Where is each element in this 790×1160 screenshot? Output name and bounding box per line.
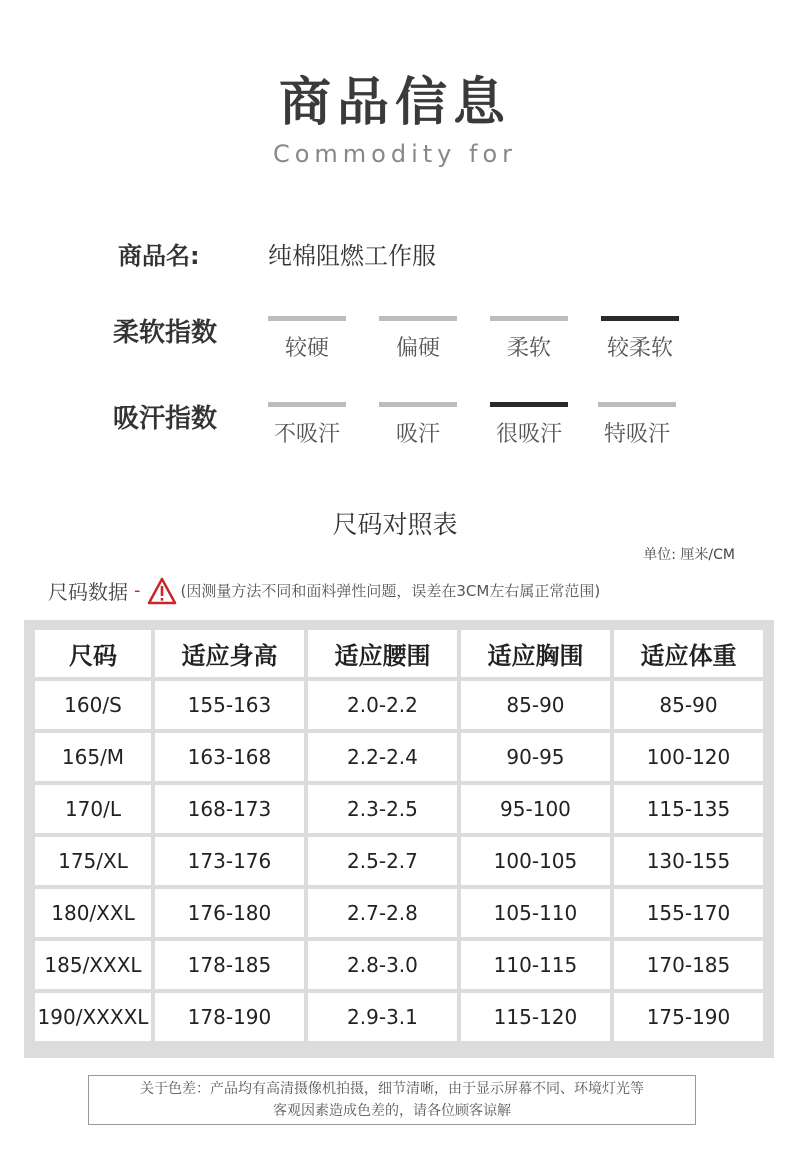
absorbency-option-1: [268, 402, 346, 448]
separator-dash: -: [134, 580, 141, 601]
softness-bar: [379, 316, 457, 321]
table-cell: 85-90: [461, 681, 610, 729]
disclaimer-line-2: 客观因素造成色差的，请各位顾客谅解: [273, 1103, 511, 1119]
table-cell: 95-100: [461, 785, 610, 833]
table-cell: 165/M: [35, 733, 151, 781]
header-waist: 适应腰围: [308, 630, 457, 677]
absorbency-option-3: [490, 402, 568, 448]
table-header-row: [35, 630, 763, 677]
softness-bar: [268, 316, 346, 321]
softness-option-2: [379, 316, 457, 362]
product-name-value: 纯棉阻燃工作服: [268, 242, 436, 270]
softness-option-3: [490, 316, 568, 362]
warning-icon: [147, 577, 177, 605]
softness-option-4: [601, 316, 679, 362]
softness-option-label: 较柔软: [606, 336, 673, 361]
header-chest: 适应胸围: [461, 630, 610, 677]
softness-option-label: 柔软: [506, 336, 551, 361]
table-cell: 2.8-3.0: [308, 941, 457, 989]
size-data-note: [48, 576, 600, 605]
table-cell: 2.0-2.2: [308, 681, 457, 729]
size-data-label: 尺码数据: [48, 580, 128, 604]
table-cell: 2.3-2.5: [308, 785, 457, 833]
color-disclaimer: [88, 1075, 696, 1125]
table-cell: 178-185: [155, 941, 304, 989]
absorbency-bar: [598, 402, 676, 407]
absorbency-option-2: [379, 402, 457, 448]
table-row: [35, 785, 763, 833]
softness-option-label: 偏硬: [395, 336, 440, 361]
table-cell: 115-135: [614, 785, 763, 833]
size-table: [24, 620, 774, 1058]
absorbency-option-label: 特吸汗: [603, 422, 670, 447]
softness-option-label: 较硬: [284, 336, 329, 361]
table-cell: 160/S: [35, 681, 151, 729]
table-cell: 163-168: [155, 733, 304, 781]
absorbency-option-label: 很吸汗: [495, 422, 562, 447]
table-row: [35, 681, 763, 729]
table-cell: 2.2-2.4: [308, 733, 457, 781]
table-row: [35, 837, 763, 885]
table-cell: 2.9-3.1: [308, 993, 457, 1041]
unit-label: 单位: 厘米/CM: [643, 547, 735, 563]
absorbency-bar: [490, 402, 568, 407]
table-cell: 175/XL: [35, 837, 151, 885]
header-size: 尺码: [35, 630, 151, 677]
softness-label: 柔软指数: [113, 318, 218, 348]
table-cell: 190/XXXXL: [35, 993, 151, 1041]
measurement-note: (因测量方法不同和面料弹性问题，误差在3CM左右属正常范围): [180, 582, 601, 600]
page-subtitle: Commodity for: [272, 140, 518, 168]
table-cell: 176-180: [155, 889, 304, 937]
table-row: [35, 941, 763, 989]
table-cell: 178-190: [155, 993, 304, 1041]
absorbency-option-4: [598, 402, 676, 448]
table-cell: 180/XXL: [35, 889, 151, 937]
absorbency-option-label: 不吸汗: [273, 422, 340, 447]
page-title: 商品信息: [278, 73, 511, 133]
table-cell: 115-120: [461, 993, 610, 1041]
header-height: 适应身高: [155, 630, 304, 677]
table-cell: 105-110: [461, 889, 610, 937]
softness-bar: [601, 316, 679, 321]
absorbency-index: [0, 398, 790, 458]
table-cell: 2.7-2.8: [308, 889, 457, 937]
product-name-label: 商品名:: [118, 242, 200, 270]
table-cell: 173-176: [155, 837, 304, 885]
table-cell: 170/L: [35, 785, 151, 833]
table-cell: 130-155: [614, 837, 763, 885]
table-cell: 110-115: [461, 941, 610, 989]
table-cell: 100-120: [614, 733, 763, 781]
softness-index: [0, 312, 790, 372]
table-cell: 170-185: [614, 941, 763, 989]
softness-option-1: [268, 316, 346, 362]
table-cell: 100-105: [461, 837, 610, 885]
table-cell: 155-170: [614, 889, 763, 937]
table-cell: 168-173: [155, 785, 304, 833]
disclaimer-line-1: 关于色差：产品均有高清摄像机拍摄，细节清晰，由于显示屏幕不同、环境灯光等: [140, 1081, 644, 1097]
table-row: [35, 993, 763, 1041]
absorbency-bar: [379, 402, 457, 407]
table-cell: 175-190: [614, 993, 763, 1041]
table-cell: 185/XXXL: [35, 941, 151, 989]
absorbency-option-label: 吸汗: [395, 422, 440, 447]
table-cell: 155-163: [155, 681, 304, 729]
header-weight: 适应体重: [614, 630, 763, 677]
absorbency-bar: [268, 402, 346, 407]
table-cell: 2.5-2.7: [308, 837, 457, 885]
table-cell: 90-95: [461, 733, 610, 781]
softness-bar: [490, 316, 568, 321]
absorbency-label: 吸汗指数: [113, 404, 218, 434]
table-row: [35, 733, 763, 781]
size-chart-title: 尺码对照表: [332, 510, 458, 539]
table-cell: 85-90: [614, 681, 763, 729]
table-row: [35, 889, 763, 937]
